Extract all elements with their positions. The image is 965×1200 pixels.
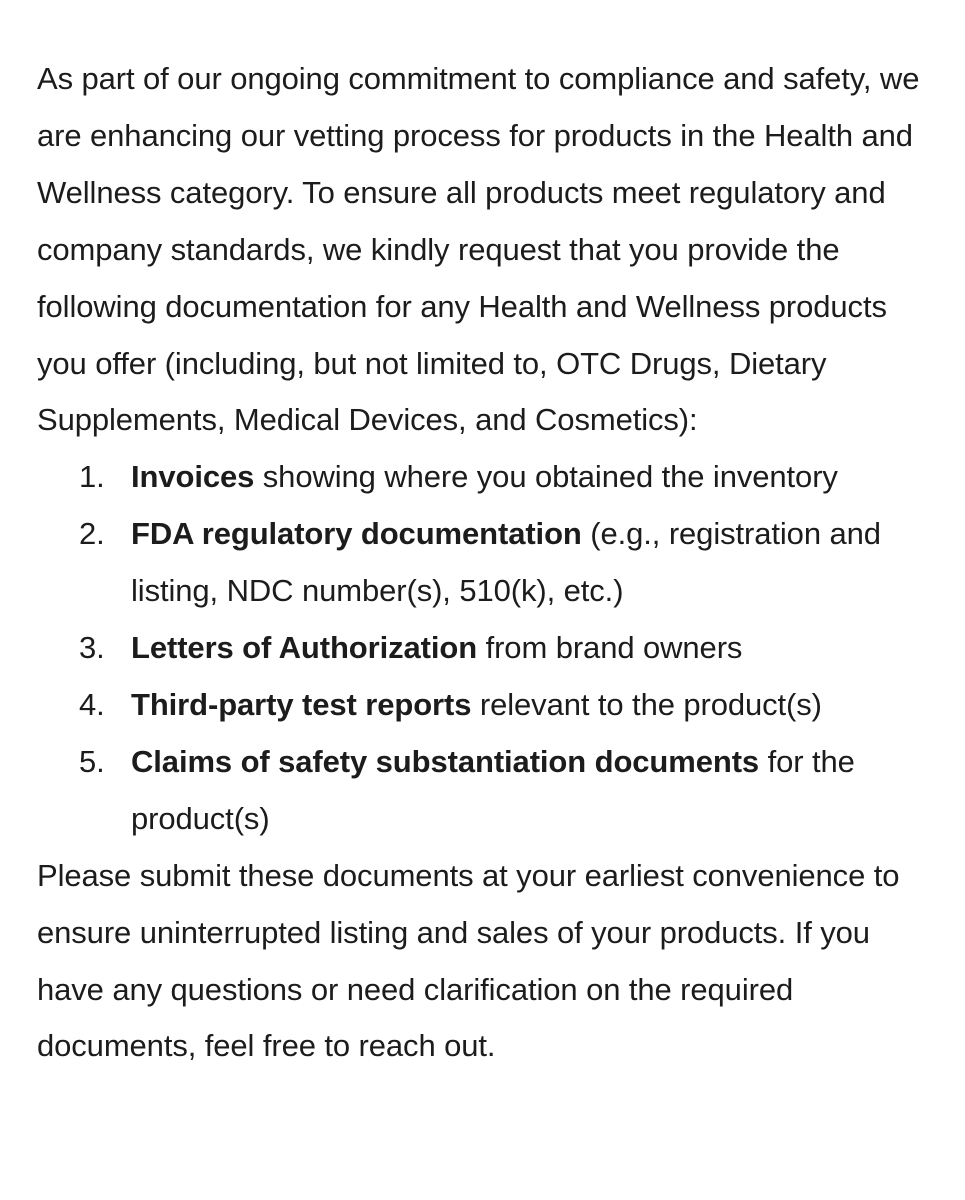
list-item-title: FDA regulatory documentation	[131, 516, 582, 552]
list-item-number: 2.	[79, 516, 105, 552]
list-item	[37, 620, 942, 677]
list-item-detail: for the product(s)	[131, 743, 855, 836]
list-item-detail: showing where you obtained the inventory	[254, 459, 838, 495]
list-item-detail: relevant to the product(s)	[471, 686, 822, 722]
intro-paragraph: As part of our ongoing commitment to compliance and safety, we are enhancing our vetting process for products in the Health and Wellness category. To ensure all products meet regulatory and company standards, we kindly request that you provide the following documentation for any Health and Wellness products you offer (including, but not limited to, OTC Drugs, Dietary Supplements, Medical Devices, and Cosmetics):	[37, 61, 920, 438]
closing-paragraph: Please submit these documents at your earliest convenience to ensure uninterrupted listing and sales of your products. If you have any questions or need clarification on the required documents, feel free to reach out.	[37, 857, 900, 1064]
list-item-title: Third-party test reports	[131, 686, 472, 722]
list-item-title: Letters of Authorization	[131, 630, 478, 666]
list-item	[37, 449, 942, 506]
list-item-title: Invoices	[131, 459, 255, 495]
list-item-number: 4.	[79, 686, 105, 722]
required-documents-list	[37, 449, 942, 847]
list-item-title: Claims of safety substantiation documents	[131, 743, 760, 779]
message-body	[37, 51, 942, 1075]
list-item-detail: (e.g., registration and listing, NDC number(s), 510(k), etc.)	[131, 516, 881, 609]
list-item	[37, 734, 942, 848]
list-item	[37, 677, 942, 734]
list-item-number: 1.	[79, 459, 105, 495]
list-item	[37, 506, 942, 620]
list-item-detail: from brand owners	[477, 630, 743, 666]
list-item-number: 5.	[79, 743, 105, 779]
list-item-number: 3.	[79, 630, 105, 666]
